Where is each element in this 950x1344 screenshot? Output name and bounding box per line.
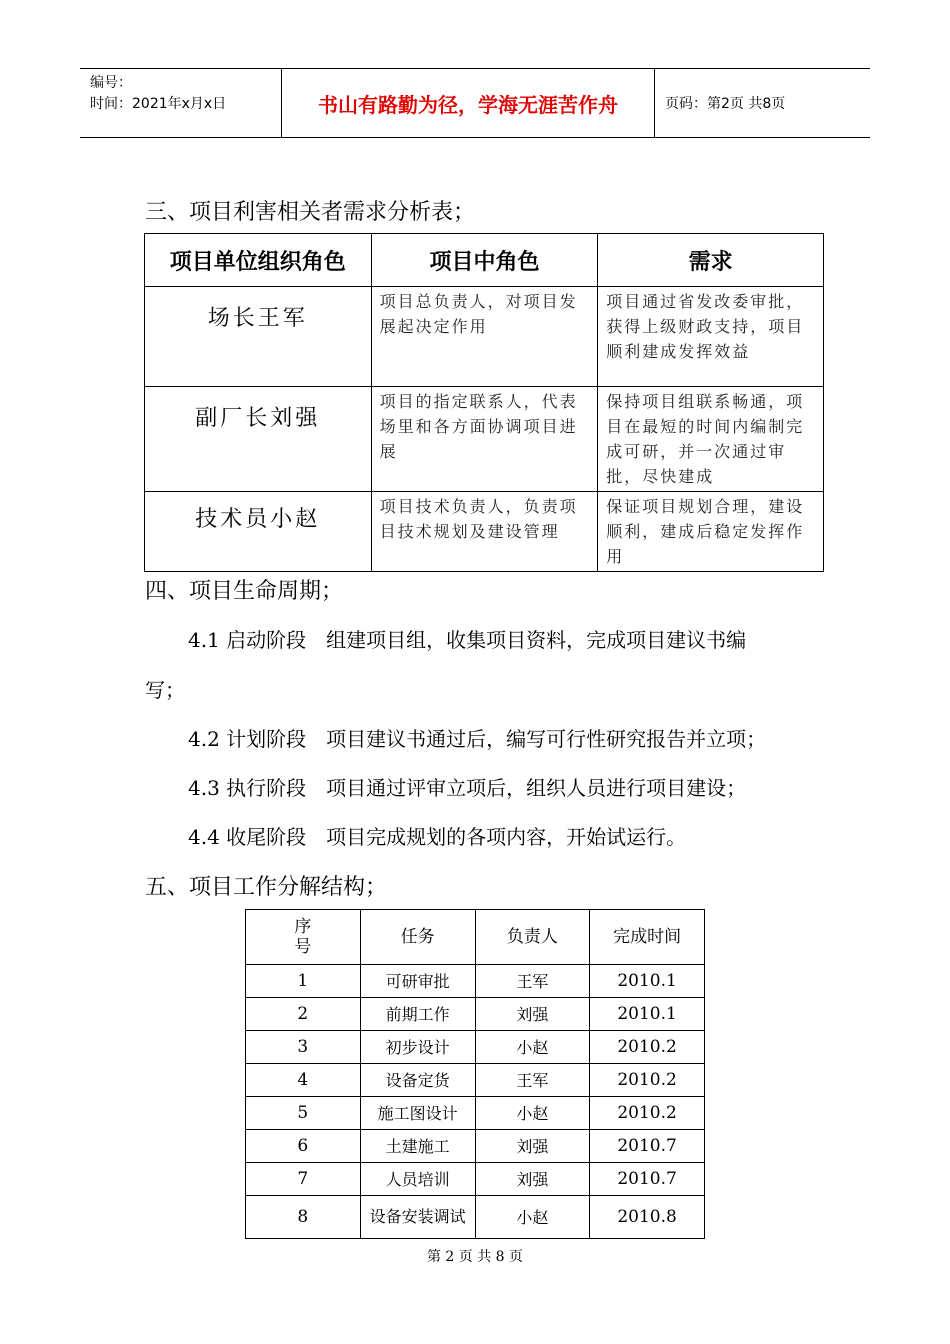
task-cell: 设备安装调试 bbox=[360, 1196, 475, 1239]
table-row bbox=[246, 965, 705, 998]
date-label: 时间：2021年x月x日 bbox=[90, 96, 227, 112]
date-cell: 2010.1 bbox=[590, 965, 705, 998]
row-number: 2 bbox=[246, 998, 361, 1031]
table-row bbox=[246, 1097, 705, 1130]
owner-cell: 王军 bbox=[475, 1064, 590, 1097]
owner-cell: 小赵 bbox=[475, 1196, 590, 1239]
requirement: 保持项目组联系畅通，项目在最短的时间内编制完成可研，并一次通过审批，尽快建成 bbox=[598, 387, 824, 492]
section4-title: 四、项目生命周期； bbox=[145, 579, 344, 604]
owner-cell: 刘强 bbox=[475, 1163, 590, 1196]
row-number: 4 bbox=[246, 1064, 361, 1097]
column-header: 负责人 bbox=[475, 910, 590, 965]
date-cell: 2010.7 bbox=[590, 1163, 705, 1196]
code-label: 编号： bbox=[90, 75, 132, 91]
table-row bbox=[246, 1064, 705, 1097]
header-meta bbox=[80, 69, 282, 137]
table-row bbox=[246, 1031, 705, 1064]
project-role: 项目总负责人，对项目发展起决定作用 bbox=[371, 287, 598, 387]
requirement: 项目通过省发改委审批，获得上级财政支持，项目顺利建成发挥效益 bbox=[598, 287, 824, 387]
phase-paragraph: 4.4 收尾阶段 项目完成规划的各项内容，开始试运行。 bbox=[188, 825, 687, 849]
page-header bbox=[80, 68, 870, 138]
owner-cell: 王军 bbox=[475, 965, 590, 998]
column-header: 完成时间 bbox=[590, 910, 705, 965]
header-motto: 书山有路勤为径，学海无涯苦作舟 bbox=[282, 69, 655, 137]
table-row bbox=[145, 492, 824, 572]
column-header: 任务 bbox=[360, 910, 475, 965]
phase-paragraph: 4.2 计划阶段 项目建议书通过后，编写可行性研究报告并立项； bbox=[188, 727, 767, 751]
wbs-header-row bbox=[246, 910, 705, 965]
date-cell: 2010.1 bbox=[590, 998, 705, 1031]
date-cell: 2010.2 bbox=[590, 1097, 705, 1130]
requirement: 保证项目规划合理，建设顺利，建成后稳定发挥作用 bbox=[598, 492, 824, 572]
page-footer: 第 2 页 共 8 页 bbox=[426, 1249, 524, 1265]
org-role: 技术员小赵 bbox=[145, 492, 372, 572]
project-role: 项目技术负责人，负责项目技术规划及建设管理 bbox=[371, 492, 598, 572]
org-role: 副厂长刘强 bbox=[145, 387, 372, 492]
column-header: 项目中角色 bbox=[371, 234, 598, 287]
column-header: 项目单位组织角色 bbox=[145, 234, 372, 287]
stakeholder-table bbox=[144, 233, 824, 572]
task-cell: 初步设计 bbox=[360, 1031, 475, 1064]
date-cell: 2010.7 bbox=[590, 1130, 705, 1163]
task-cell: 可研审批 bbox=[360, 965, 475, 998]
wbs-table bbox=[245, 909, 705, 1239]
stakeholder-header-row bbox=[145, 234, 824, 287]
date-cell: 2010.2 bbox=[590, 1031, 705, 1064]
table-row bbox=[246, 1196, 705, 1239]
phase-paragraph: 4.3 执行阶段 项目通过评审立项后，组织人员进行项目建设； bbox=[188, 776, 747, 800]
header-page-info: 页码：第2页 共8页 bbox=[665, 96, 786, 112]
date-cell: 2010.2 bbox=[590, 1064, 705, 1097]
row-number: 6 bbox=[246, 1130, 361, 1163]
column-header: 需求 bbox=[598, 234, 824, 287]
project-role: 项目的指定联系人，代表场里和各方面协调项目进展 bbox=[371, 387, 598, 492]
table-row bbox=[246, 998, 705, 1031]
task-cell: 土建施工 bbox=[360, 1130, 475, 1163]
section3-title: 三、项目利害相关者需求分析表； bbox=[145, 200, 476, 225]
owner-cell: 小赵 bbox=[475, 1097, 590, 1130]
task-cell: 前期工作 bbox=[360, 998, 475, 1031]
phase-paragraph-continued: 写； bbox=[145, 678, 185, 702]
org-role: 场长王军 bbox=[145, 287, 372, 387]
row-number: 7 bbox=[246, 1163, 361, 1196]
table-row bbox=[145, 287, 824, 387]
owner-cell: 小赵 bbox=[475, 1031, 590, 1064]
date-cell: 2010.8 bbox=[590, 1196, 705, 1239]
table-row bbox=[246, 1130, 705, 1163]
section5-title: 五、项目工作分解结构； bbox=[145, 875, 388, 900]
column-header: 序号 bbox=[246, 910, 361, 965]
row-number: 5 bbox=[246, 1097, 361, 1130]
table-row bbox=[246, 1163, 705, 1196]
task-cell: 设备定货 bbox=[360, 1064, 475, 1097]
table-row bbox=[145, 387, 824, 492]
phase-paragraph: 4.1 启动阶段 组建项目组，收集项目资料，完成项目建议书编 bbox=[188, 628, 747, 652]
owner-cell: 刘强 bbox=[475, 1130, 590, 1163]
row-number: 3 bbox=[246, 1031, 361, 1064]
row-number: 8 bbox=[246, 1196, 361, 1239]
task-cell: 施工图设计 bbox=[360, 1097, 475, 1130]
owner-cell: 刘强 bbox=[475, 998, 590, 1031]
task-cell: 人员培训 bbox=[360, 1163, 475, 1196]
row-number: 1 bbox=[246, 965, 361, 998]
